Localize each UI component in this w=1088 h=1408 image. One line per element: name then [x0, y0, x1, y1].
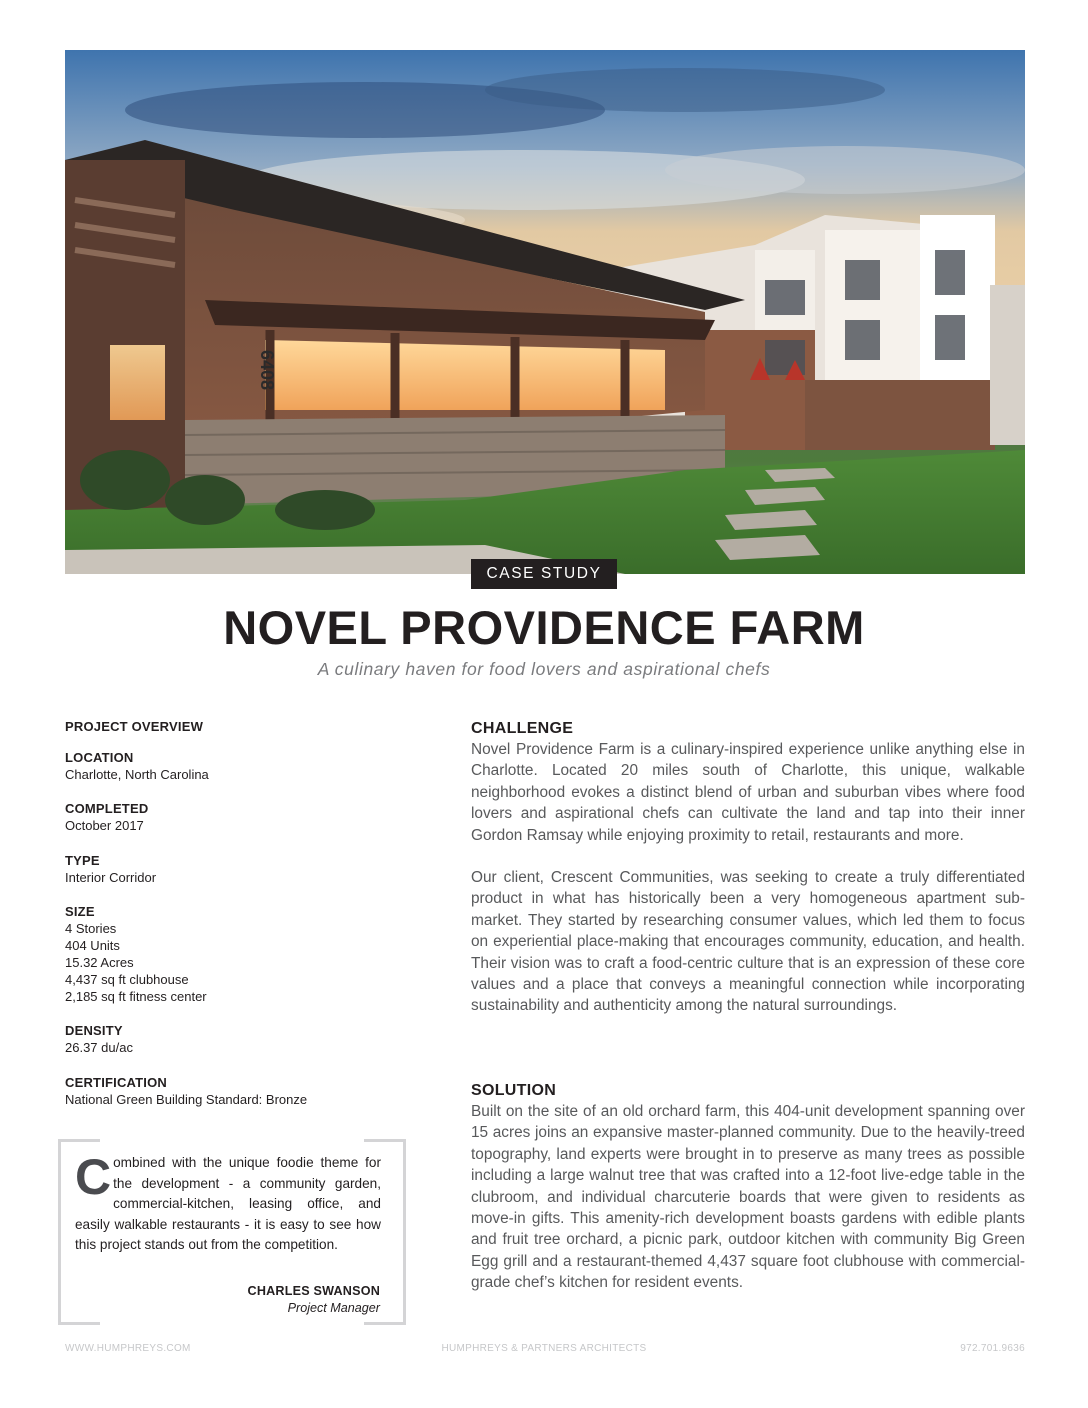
solution-heading: SOLUTION [471, 1082, 557, 1099]
challenge-section [471, 719, 1025, 1017]
challenge-heading: CHALLENGE [471, 720, 574, 737]
solution-section [471, 1081, 1025, 1294]
type-value: Interior Corridor [65, 870, 157, 885]
quote-corner-bottom-left [58, 1305, 100, 1325]
solution-paragraph: Built on the site of an old orchard farm, this 404-unit development spanning over 15 acres joins an expansive master-planned community. Due to the heavily-treed topography, land experts were brought in to preserve as many trees as possible including a large walnut tree that was crafted into a 12-foot live-edge table in the clubroom, and individual charcuterie boards that were given to residents as move-in gifts. This amenity-rich development boasts gardens with edible plants and fruit tree orchard, a picnic park, outdoor kitchen with community Big Green Egg grill and a restaurant-themed 4,437 square foot clubhouse with commercial-grade chef’s kitchen for resident events. [471, 1103, 1025, 1292]
project-overview [65, 718, 395, 1107]
hero-photo-illustration [65, 50, 1025, 574]
quote-border-left [58, 1139, 61, 1325]
quote-body [75, 1149, 381, 1256]
certification-value: National Green Building Standard: Bronze [65, 1092, 308, 1107]
location-label: LOCATION [65, 750, 134, 765]
completed-value: October 2017 [65, 818, 144, 833]
completed-label: COMPLETED [65, 801, 149, 816]
size-label: SIZE [65, 904, 95, 919]
quote-author: CHARLES SWANSON [247, 1284, 380, 1298]
quote-author-role: Project Manager [287, 1301, 380, 1315]
page-title: NOVEL PROVIDENCE FARM [223, 601, 865, 654]
case-study-tag: CASE STUDY [471, 559, 617, 589]
quote-border-right [403, 1139, 406, 1325]
footer-phone: 972.701.9636 [960, 1343, 1025, 1354]
footer-website[interactable]: WWW.HUMPHREYS.COM [65, 1343, 191, 1354]
project-overview-heading: PROJECT OVERVIEW [65, 719, 204, 734]
quote-dropcap: C [75, 1149, 112, 1205]
quote-text: ombined with the unique foodie theme for the development - a community garden, commercial-kitchen, leasing office, and easily walkable restaurants - it is easy to see how this project stands out from the competition. [75, 1155, 381, 1253]
density-value: 26.37 du/ac [65, 1040, 133, 1055]
certification-label: CERTIFICATION [65, 1075, 168, 1090]
location-field [65, 749, 209, 783]
address-number: 6408 [257, 350, 277, 391]
challenge-paragraph-1: Novel Providence Farm is a culinary-inspired experience unlike anything else in Charlotte. Located 20 miles south of Charlotte, this unique, walkable neighborhood evokes a distinct blend of urban and suburban vibes where food lovers and aspirational chefs can cultivate the land and tap into their inner Gordon Ramsay while enjoying proximity to retail, restaurants and more. [471, 741, 1025, 844]
completed-field [65, 800, 148, 834]
size-field [65, 903, 207, 1005]
location-value: Charlotte, North Carolina [65, 767, 209, 782]
challenge-paragraph-2: Our client, Crescent Communities, was seeking to create a truly differentiated product in what has historically been a very homogeneous apartment sub-market. They started by researching consumer values, which led them to focus on experiential place-making that encourages community, education, and health. Their vision was to craft a food-centric culture that is an expression of these core values and a place that conveys a meaningful connection while incorporating sustainability and authenticity among the natural surroundings. [471, 869, 1025, 1015]
type-label: TYPE [65, 853, 100, 868]
type-field [65, 852, 156, 886]
testimonial-quote [58, 1139, 406, 1325]
footer-company: HUMPHREYS & PARTNERS ARCHITECTS [441, 1343, 647, 1354]
size-value: 4 Stories 404 Units 15.32 Acres 4,437 sq ft clubhouse 2,185 sq ft fitness center [65, 921, 207, 1004]
page-subtitle: A culinary haven for food lovers and aspirational chefs [317, 659, 771, 679]
density-label: DENSITY [65, 1023, 123, 1038]
hero-photo [65, 50, 1025, 574]
certification-field [65, 1074, 307, 1108]
density-field [65, 1022, 133, 1056]
